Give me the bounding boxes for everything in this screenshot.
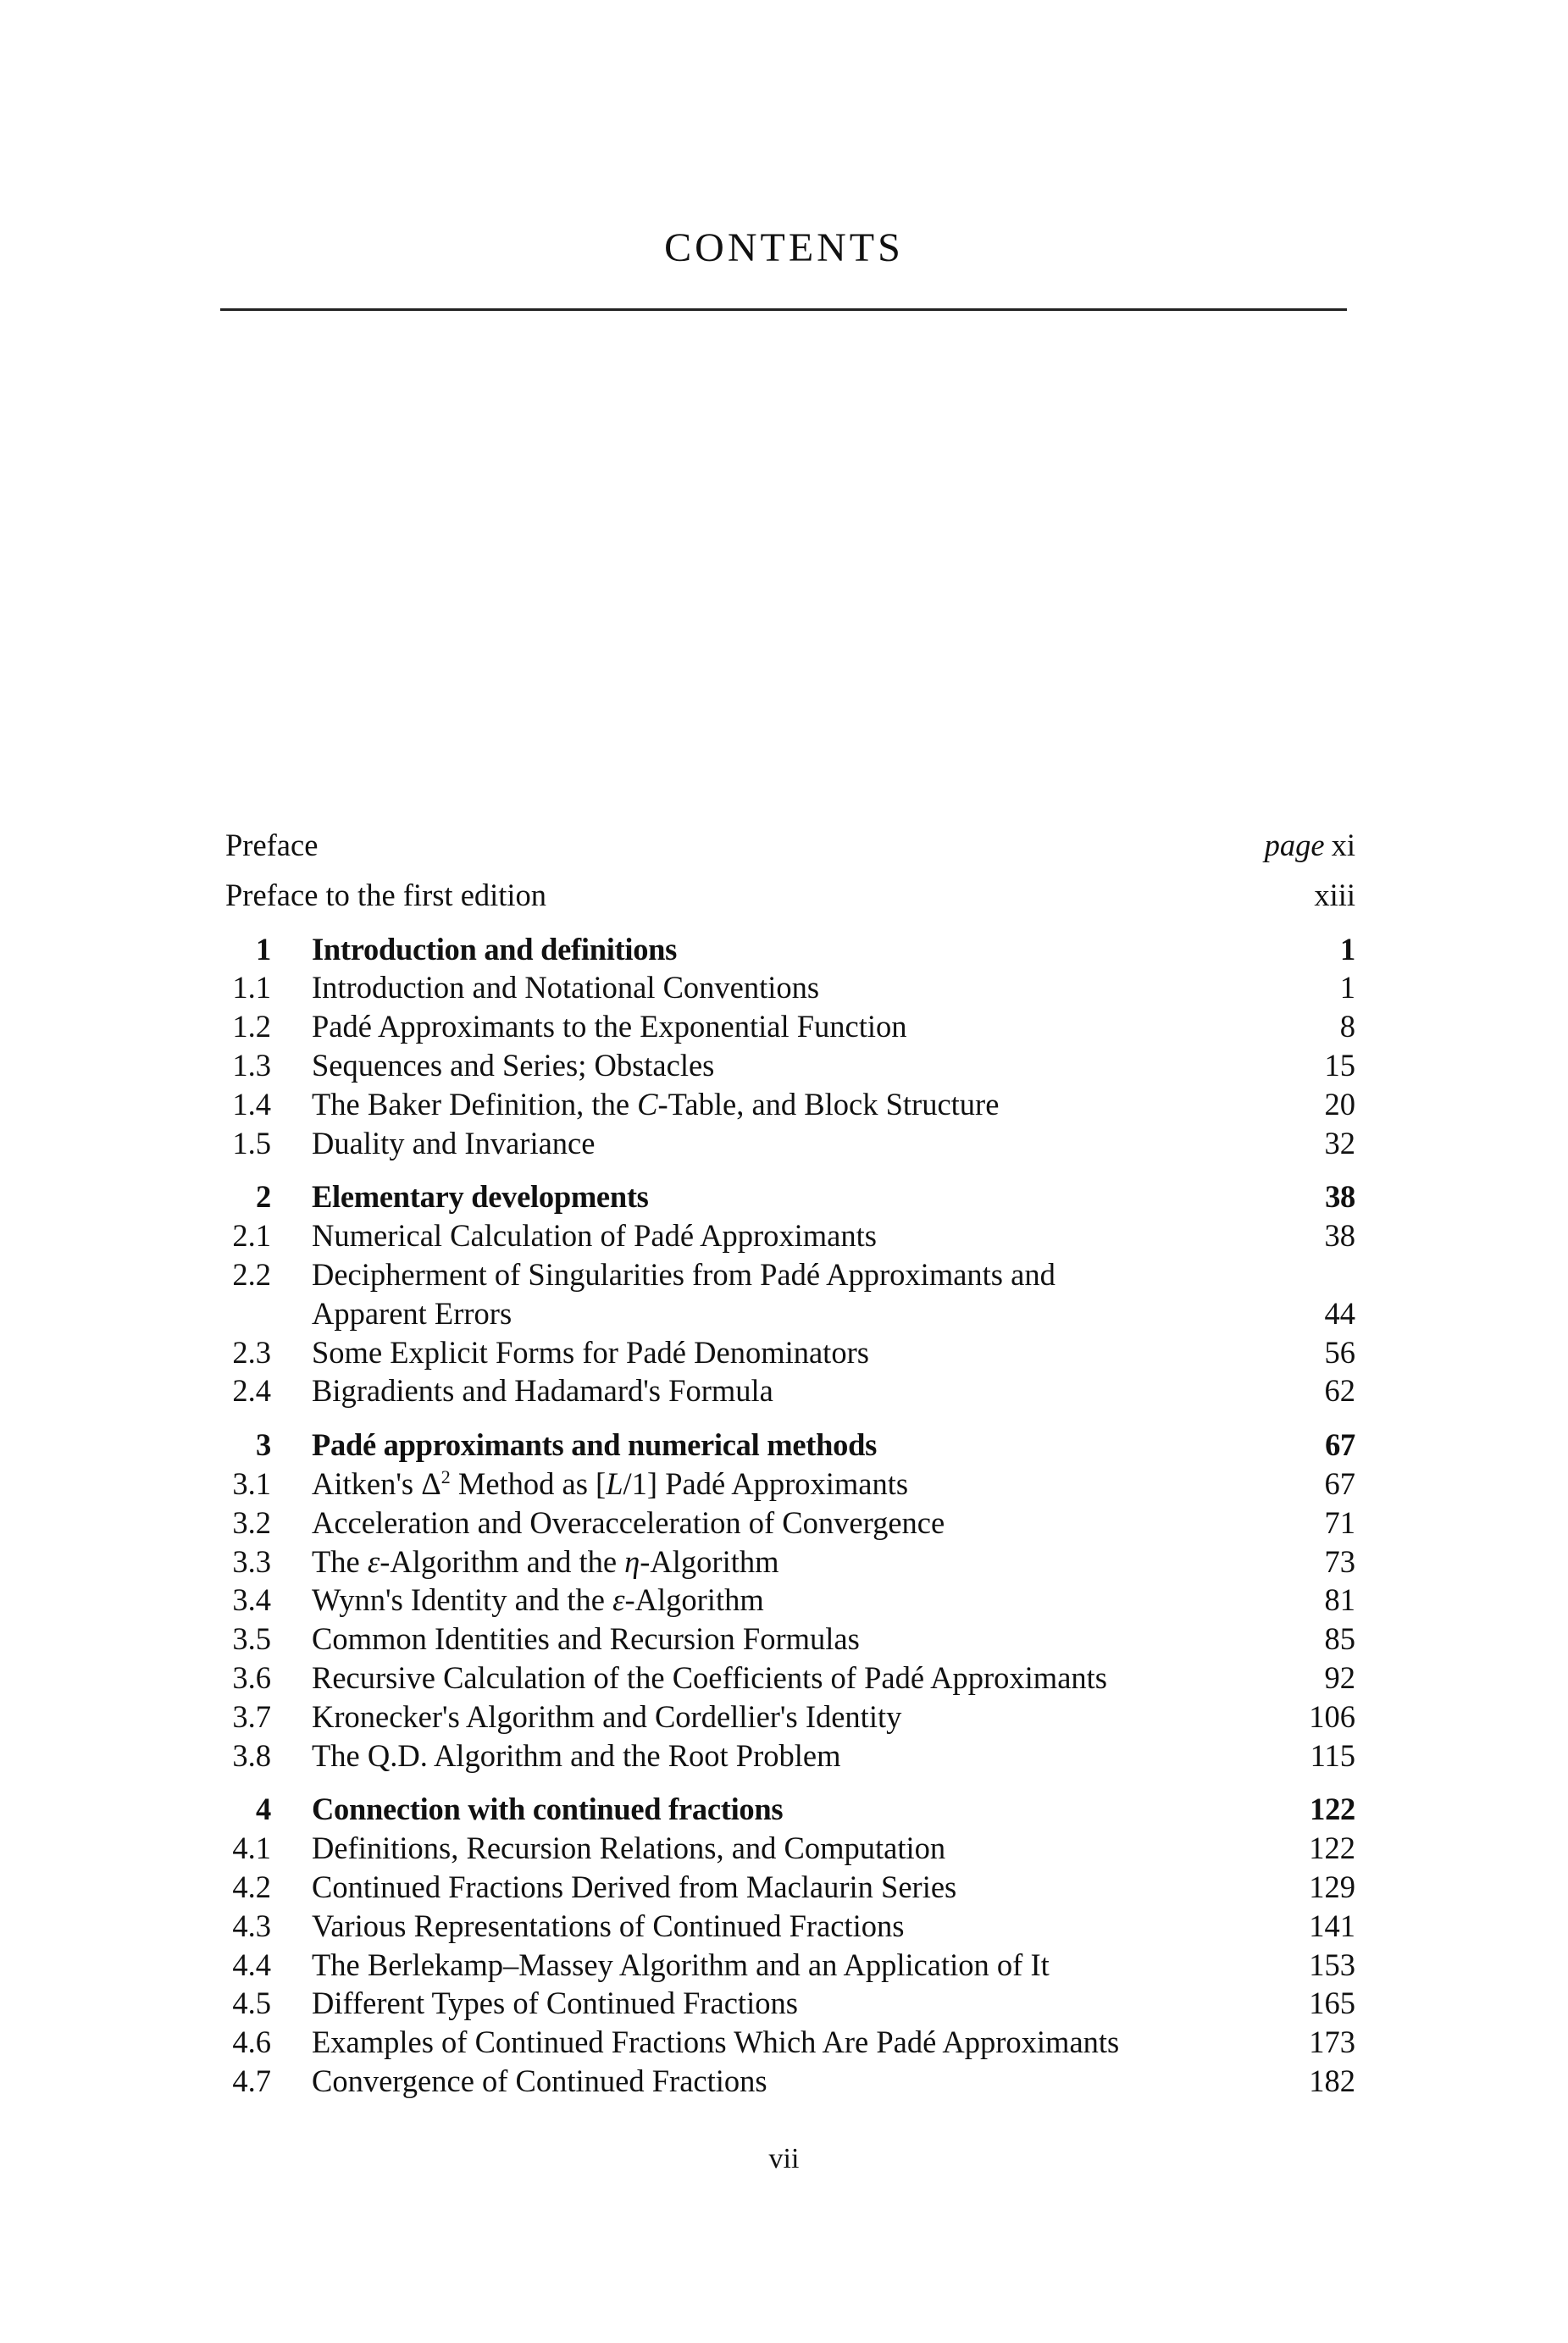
section-page: 1 xyxy=(1339,970,1355,1005)
toc-section-3-3[interactable] xyxy=(222,1543,1355,1581)
section-number: 2.3 xyxy=(232,1334,271,1370)
chapter-number: 4 xyxy=(256,1792,271,1827)
chapter-page: 67 xyxy=(1325,1427,1355,1463)
section-page: 141 xyxy=(1309,1908,1355,1943)
section-number: 1.5 xyxy=(232,1125,271,1160)
section-number: 2.4 xyxy=(232,1373,271,1409)
section-page: 38 xyxy=(1324,1218,1355,1254)
section-page: 92 xyxy=(1324,1659,1355,1695)
toc-section-4-1[interactable] xyxy=(222,1829,1355,1868)
section-number: 4.2 xyxy=(232,1869,271,1904)
page-prefix: page xyxy=(1264,828,1325,862)
chapter-title: Connection with continued fractions xyxy=(312,1792,784,1827)
section-title: Some Explicit Forms for Padé Denominators xyxy=(312,1334,869,1370)
section-title: Kronecker's Algorithm and Cordellier's Identity xyxy=(312,1698,902,1734)
table-of-contents xyxy=(222,826,1355,2101)
toc-section-4-6[interactable] xyxy=(222,2023,1355,2062)
section-page: 153 xyxy=(1309,1947,1355,1982)
section-number: 1.2 xyxy=(232,1009,271,1044)
chapter-page: 1 xyxy=(1340,931,1355,967)
section-number: 2.2 xyxy=(232,1256,271,1292)
toc-section-2-2[interactable] xyxy=(222,1255,1355,1294)
toc-section-2-4[interactable] xyxy=(222,1371,1355,1410)
chapter-number: 2 xyxy=(256,1179,271,1215)
chapter-title: Padé approximants and numerical methods xyxy=(312,1427,877,1463)
section-number: 4.4 xyxy=(232,1947,271,1982)
section-number: 4.7 xyxy=(232,2063,271,2098)
math-variable: ε xyxy=(612,1582,625,1618)
math-variable: L xyxy=(606,1465,623,1501)
section-title: The ε-Algorithm and the η-Algorithm xyxy=(312,1543,779,1579)
section-number: 4.5 xyxy=(232,1986,271,2021)
toc-section-3-1[interactable] xyxy=(222,1465,1355,1504)
section-title: Duality and Invariance xyxy=(312,1125,596,1160)
section-number: 3.8 xyxy=(232,1737,271,1773)
section-page: 182 xyxy=(1309,2063,1355,2098)
toc-chapter-1[interactable] xyxy=(222,930,1355,969)
section-title: Wynn's Identity and the ε-Algorithm xyxy=(312,1582,764,1618)
chapter-number: 1 xyxy=(256,931,271,967)
title-rule xyxy=(220,308,1347,311)
section-title: Bigradients and Hadamard's Formula xyxy=(312,1373,773,1409)
section-title: The Baker Definition, the C-Table, and Block Structure xyxy=(312,1086,1000,1122)
toc-entry-preface[interactable] xyxy=(222,826,1355,865)
toc-section-2-1[interactable] xyxy=(222,1216,1355,1255)
toc-entry-page: page xi xyxy=(1264,828,1355,862)
section-title: Aitken's $\Delta^2$ Method as [L/1] Padé Approximants xyxy=(312,1465,909,1501)
toc-section-4-3[interactable] xyxy=(222,1907,1355,1946)
section-title: Sequences and Series; Obstacles xyxy=(312,1047,715,1083)
toc-section-1-1[interactable] xyxy=(222,968,1355,1007)
section-title: Various Representations of Continued Fractions xyxy=(312,1908,905,1943)
section-title: Common Identities and Recursion Formulas xyxy=(312,1621,860,1657)
chapter-number: 3 xyxy=(256,1427,271,1463)
toc-section-4-2[interactable] xyxy=(222,1868,1355,1907)
section-title: Padé Approximants to the Exponential Function xyxy=(312,1009,907,1044)
chapter-title: Introduction and definitions xyxy=(312,931,678,967)
toc-section-1-2[interactable] xyxy=(222,1007,1355,1046)
section-title: Definitions, Recursion Relations, and Computation xyxy=(312,1831,946,1866)
toc-section-4-5[interactable] xyxy=(222,1984,1355,2023)
section-page: 56 xyxy=(1324,1334,1355,1370)
page-number: vii xyxy=(768,2143,800,2174)
section-number: 3.1 xyxy=(232,1465,271,1501)
section-number: 3.3 xyxy=(232,1543,271,1579)
section-title-line-1: Decipherment of Singularities from Padé Approximants and xyxy=(312,1256,1055,1292)
math-variable: η xyxy=(624,1543,640,1579)
toc-entry-title: Preface xyxy=(225,828,319,862)
section-number: 2.1 xyxy=(232,1218,271,1254)
section-title-line-2: Apparent Errors xyxy=(312,1295,513,1331)
chapter-page: 38 xyxy=(1325,1179,1355,1215)
section-number: 1.3 xyxy=(232,1047,271,1083)
toc-chapter-2[interactable] xyxy=(222,1177,1355,1216)
page-title: CONTENTS xyxy=(664,225,904,270)
toc-section-3-7[interactable] xyxy=(222,1698,1355,1736)
section-page: 129 xyxy=(1309,1869,1355,1904)
toc-chapter-4[interactable] xyxy=(222,1790,1355,1829)
section-number: 3.2 xyxy=(232,1504,271,1540)
chapter-page: 122 xyxy=(1310,1792,1355,1827)
section-page: 173 xyxy=(1309,2025,1355,2060)
toc-section-3-8[interactable] xyxy=(222,1736,1355,1775)
section-title: Introduction and Notational Conventions xyxy=(312,970,820,1005)
toc-chapter-3[interactable] xyxy=(222,1426,1355,1465)
section-number: 3.4 xyxy=(232,1582,271,1618)
section-title: Recursive Calculation of the Coefficients of Padé Approximants xyxy=(312,1659,1107,1695)
section-page: 115 xyxy=(1310,1737,1355,1773)
section-number: 3.6 xyxy=(232,1659,271,1695)
section-number: 4.3 xyxy=(232,1908,271,1943)
section-title: Examples of Continued Fractions Which Are Padé Approximants xyxy=(312,2025,1120,2060)
section-page: 122 xyxy=(1309,1831,1355,1866)
section-title: Continued Fractions Derived from Maclaurin Series xyxy=(312,1869,957,1904)
toc-section-2-2-continued[interactable] xyxy=(222,1294,1355,1333)
toc-section-3-6[interactable] xyxy=(222,1659,1355,1698)
section-page: 44 xyxy=(1324,1295,1355,1331)
math-variable: C xyxy=(637,1086,658,1122)
section-number: 3.5 xyxy=(232,1621,271,1657)
section-title: The Berlekamp–Massey Algorithm and an Application of It xyxy=(312,1947,1050,1982)
toc-section-2-3[interactable] xyxy=(222,1333,1355,1372)
section-title: Convergence of Continued Fractions xyxy=(312,2063,767,2098)
toc-entry-page: xiii xyxy=(1314,877,1355,912)
math-variable: ε xyxy=(367,1543,380,1579)
section-page: 81 xyxy=(1324,1582,1355,1618)
section-page: 20 xyxy=(1324,1086,1355,1122)
section-title: Numerical Calculation of Padé Approximants xyxy=(312,1218,877,1254)
toc-section-3-4[interactable] xyxy=(222,1581,1355,1620)
section-page: 85 xyxy=(1324,1621,1355,1657)
toc-section-1-5[interactable] xyxy=(222,1124,1355,1163)
toc-section-1-4[interactable] xyxy=(222,1085,1355,1124)
toc-entry-preface-first-edition[interactable] xyxy=(222,876,1355,915)
section-number: 1.1 xyxy=(232,970,271,1005)
chapter-title: Elementary developments xyxy=(312,1179,649,1215)
section-page: 62 xyxy=(1324,1373,1355,1409)
section-number: 3.7 xyxy=(232,1698,271,1734)
section-page: 73 xyxy=(1324,1543,1355,1579)
section-title: Acceleration and Overacceleration of Convergence xyxy=(312,1504,945,1540)
section-page: 67 xyxy=(1324,1465,1355,1501)
section-title: The Q.D. Algorithm and the Root Problem xyxy=(312,1737,841,1773)
toc-section-3-5[interactable] xyxy=(222,1620,1355,1659)
section-page: 165 xyxy=(1309,1986,1355,2021)
toc-section-4-7[interactable] xyxy=(222,2062,1355,2101)
section-page: 15 xyxy=(1324,1047,1355,1083)
section-number: 4.1 xyxy=(232,1831,271,1866)
toc-section-4-4[interactable] xyxy=(222,1946,1355,1985)
section-number: 4.6 xyxy=(232,2025,271,2060)
section-title: Different Types of Continued Fractions xyxy=(312,1986,798,2021)
section-page: 8 xyxy=(1339,1009,1355,1044)
section-page: 106 xyxy=(1309,1698,1355,1734)
section-page: 71 xyxy=(1324,1504,1355,1540)
superscript: 2 xyxy=(440,1465,451,1487)
toc-section-3-2[interactable] xyxy=(222,1504,1355,1543)
section-page: 32 xyxy=(1324,1125,1355,1160)
toc-section-1-3[interactable] xyxy=(222,1046,1355,1085)
toc-entry-title: Preface to the first edition xyxy=(225,877,547,912)
section-number: 1.4 xyxy=(232,1086,271,1122)
